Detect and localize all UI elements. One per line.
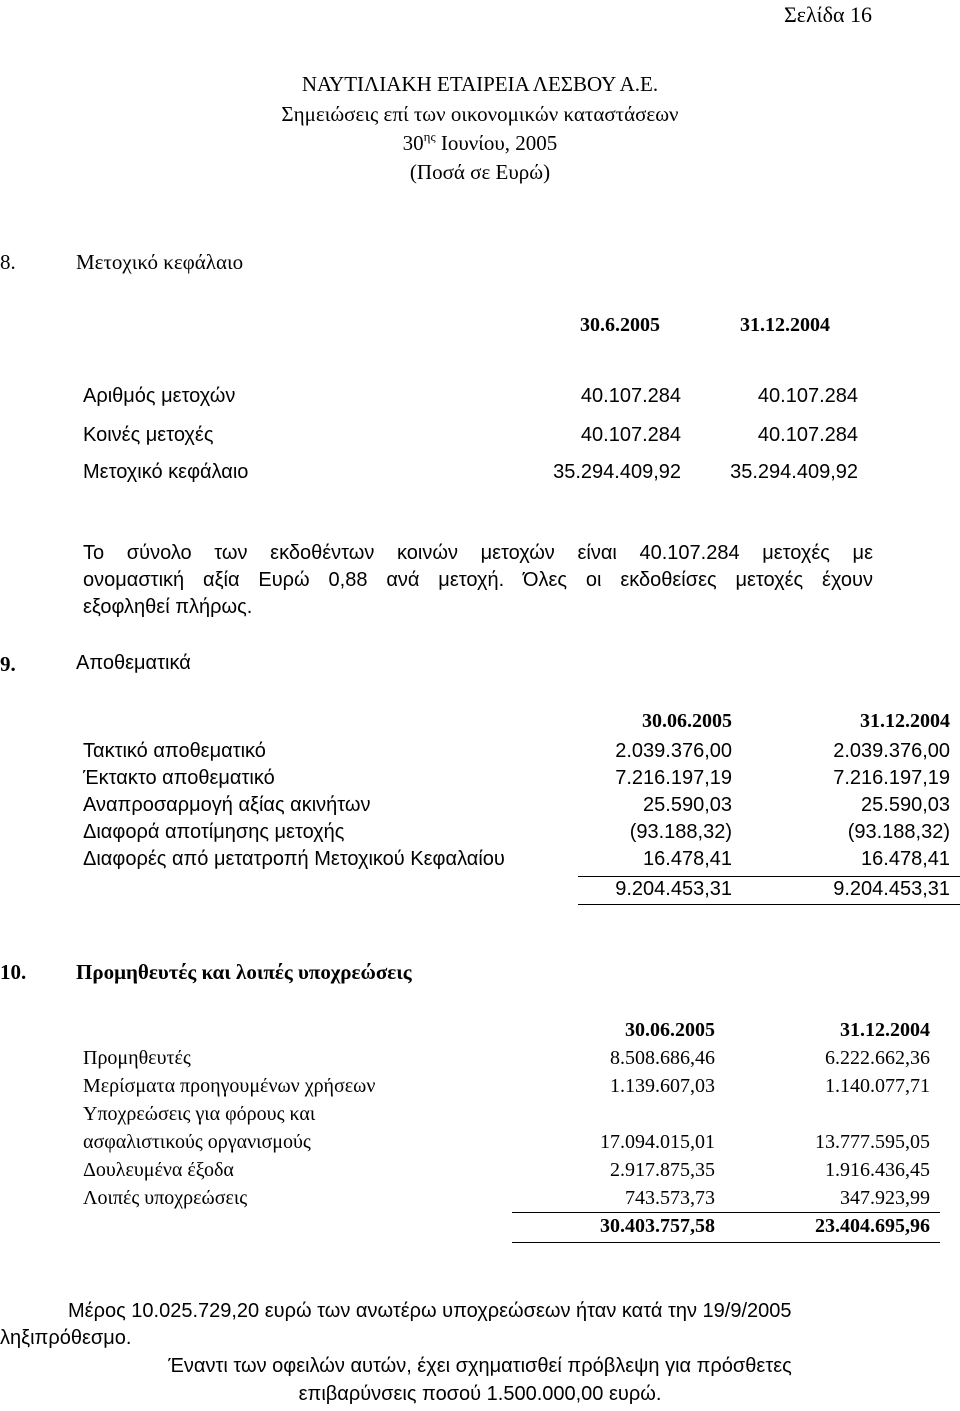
- section-8-col1-header: 30.6.2005: [580, 314, 660, 336]
- section-9-total-rule: [578, 904, 960, 905]
- section-10-col1-header: 30.06.2005: [625, 1019, 715, 1041]
- section-9-col2-header: 31.12.2004: [860, 710, 950, 732]
- document-subtitle: Σημειώσεις επί των οικονομικών καταστάσεων: [281, 102, 679, 126]
- report-date: [0, 131, 960, 156]
- section-10-row-label: Δουλευμένα έξοδα: [83, 1159, 234, 1181]
- section-10-row-value-2004: 6.222.662,36: [825, 1047, 930, 1069]
- section-10-row-value-2004: 13.777.595,05: [815, 1131, 930, 1153]
- row-value-2005: 35.294.409,92: [553, 461, 681, 483]
- section-10-row-value-2005: 2.917.875,35: [610, 1159, 715, 1181]
- section-10-row-value-2005: 743.573,73: [625, 1187, 715, 1209]
- section-10-row-value-2004: 1.140.077,71: [825, 1075, 930, 1097]
- section-10-number: 10.: [0, 960, 27, 984]
- section-10-row-label: Προμηθευτές: [83, 1047, 191, 1069]
- section-9-number: 9.: [0, 652, 16, 676]
- section-10-row-value-2005: 1.139.607,03: [610, 1075, 715, 1097]
- section-8-number: 8.: [0, 250, 16, 274]
- section-10-total-rule: [512, 1242, 940, 1243]
- section-8-row: [83, 461, 873, 485]
- report-date-day: 30: [402, 131, 424, 155]
- row-label: Αριθμός μετοχών: [83, 385, 236, 407]
- footer-note-line: ληξιπρόθεσμο.: [0, 1327, 132, 1349]
- section-10-col2-header: 31.12.2004: [840, 1019, 930, 1041]
- section-8-title: Μετοχικό κεφάλαιο: [76, 250, 244, 274]
- footer-note-line: Μέρος 10.025.729,20 ευρώ των ανωτέρω υποχρεώσεων ήταν κατά την 19/9/2005: [68, 1300, 792, 1322]
- section-10-total-2005: 30.403.757,58: [600, 1215, 715, 1237]
- section-8-note-line: ονομαστική αξία Ευρώ 0,88 ανά μετοχή. Όλες οι εκδοθείσες μετοχές έχουν: [83, 569, 873, 591]
- section-9-row-value-2005: (93.188,32): [629, 821, 732, 843]
- footer-note-line: επιβαρύνσεις ποσού 1.500.000,00 ευρώ.: [298, 1383, 662, 1405]
- section-10-row-value-2004: 1.916.436,45: [825, 1159, 930, 1181]
- section-10-total-2004: 23.404.695,96: [815, 1215, 930, 1237]
- section-8-col2-header: 31.12.2004: [740, 314, 830, 336]
- section-10-title: Προμηθευτές και λοιπές υποχρεώσεις: [76, 960, 412, 984]
- section-9-row-value-2005: 25.590,03: [643, 794, 732, 816]
- section-10-subtotal-rule: [512, 1212, 940, 1213]
- section-9-title: Αποθεματικά: [76, 652, 191, 674]
- section-9-row-value-2004: 25.590,03: [861, 794, 950, 816]
- report-date-suffix: ης: [423, 129, 436, 144]
- report-date-rest: Ιουνίου, 2005: [435, 131, 558, 155]
- section-8-row: [83, 385, 873, 409]
- section-9-row-value-2005: 2.039.376,00: [615, 740, 732, 762]
- section-9-total-2004: 9.204.453,31: [833, 878, 950, 900]
- section-9-row-label: Έκτακτο αποθεματικό: [83, 767, 275, 789]
- row-label: Κοινές μετοχές: [83, 424, 214, 446]
- row-value-2004: 35.294.409,92: [730, 461, 858, 483]
- footer-note-line: Έναντι των οφειλών αυτών, έχει σχηματισθεί πρόβλεψη για πρόσθετες: [168, 1355, 792, 1377]
- currency-note: (Ποσά σε Ευρώ): [409, 160, 551, 184]
- section-9-row-value-2004: 2.039.376,00: [833, 740, 950, 762]
- section-9-row-value-2004: 16.478,41: [861, 848, 950, 870]
- section-8-row: [83, 424, 873, 448]
- section-9-row-label: Αναπροσαρμογή αξίας ακινήτων: [83, 794, 371, 816]
- section-10-row-value-2005: 17.094.015,01: [600, 1131, 715, 1153]
- section-10-row-label: Λοιπές υποχρεώσεις: [83, 1187, 248, 1209]
- row-value-2005: 40.107.284: [580, 385, 681, 407]
- row-label: Μετοχικό κεφάλαιο: [83, 461, 249, 483]
- row-value-2005: 40.107.284: [580, 424, 681, 446]
- section-9-row-label: Τακτικό αποθεματικό: [83, 740, 266, 762]
- page-number: Σελίδα 16: [783, 2, 872, 27]
- section-9-row-value-2004: 7.216.197,19: [833, 767, 950, 789]
- section-10-row-value-2004: 347.923,99: [840, 1187, 930, 1209]
- section-8-note-line: Το σύνολο των εκδοθέντων κοινών μετοχών είναι 40.107.284 μετοχές με: [83, 542, 873, 564]
- section-10-row-label: Μερίσματα προηγουμένων χρήσεων: [83, 1075, 376, 1097]
- section-10-row-value-2005: 8.508.686,46: [610, 1047, 715, 1069]
- row-value-2004: 40.107.284: [757, 424, 858, 446]
- section-9-row-value-2005: 7.216.197,19: [615, 767, 732, 789]
- company-name: ΝΑΥΤΙΛΙΑΚΗ ΕΤΑΙΡΕΙΑ ΛΕΣΒΟΥ Α.Ε.: [301, 72, 659, 96]
- section-10-row-label: ασφαλιστικούς οργανισμούς: [83, 1131, 311, 1153]
- section-9-subtotal-rule: [578, 876, 960, 877]
- section-8-note-line: εξοφληθεί πλήρως.: [83, 596, 253, 618]
- section-9-col1-header: 30.06.2005: [642, 710, 732, 732]
- section-10-row-label: Υποχρεώσεις για φόρους και: [83, 1103, 316, 1125]
- row-value-2004: 40.107.284: [757, 385, 858, 407]
- section-9-row-value-2004: (93.188,32): [847, 821, 950, 843]
- section-9-row-label: Διαφορές από μετατροπή Μετοχικού Κεφαλαίου: [83, 848, 505, 870]
- section-9-total-2005: 9.204.453,31: [615, 878, 732, 900]
- section-9-row-label: Διαφορά αποτίμησης μετοχής: [83, 821, 345, 843]
- section-9-row-value-2005: 16.478,41: [643, 848, 732, 870]
